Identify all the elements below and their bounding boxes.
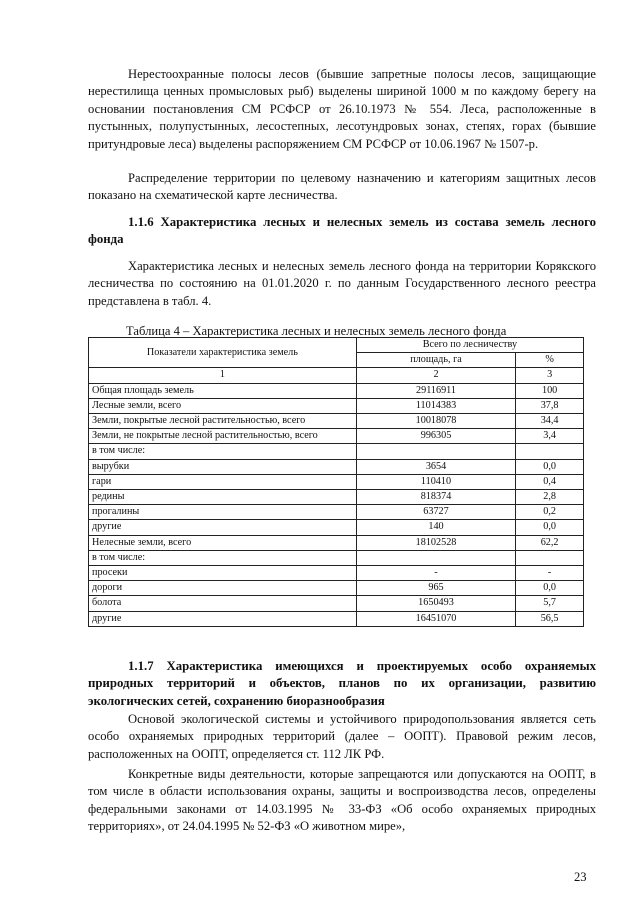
row-label: прогалины <box>89 505 357 520</box>
section-heading-1-1-6: 1.1.6 Характеристика лесных и нелесных земель из состава земель лесного фонда <box>88 215 596 247</box>
table-row <box>89 474 584 489</box>
row-percent: 3,4 <box>516 429 584 444</box>
row-percent: 100 <box>516 383 584 398</box>
row-label: вырубки <box>89 459 357 474</box>
header-area: площадь, га <box>356 353 515 368</box>
row-area: 18102528 <box>356 535 515 550</box>
row-label: другие <box>89 611 357 626</box>
row-percent: 0,4 <box>516 474 584 489</box>
table-row <box>89 490 584 505</box>
header-percent: % <box>516 353 584 368</box>
table-row <box>89 550 584 565</box>
row-percent: 0,0 <box>516 459 584 474</box>
row-percent <box>516 550 584 565</box>
col-number: 1 <box>89 368 357 383</box>
row-percent: 0,0 <box>516 581 584 596</box>
section-heading-1-1-7: 1.1.7 Характеристика имеющихся и проектируемых особо охраняемых природных территорий и объектов, планов по их организации, развитию экологических сетей, сохранению биоразнообразия <box>88 659 596 708</box>
row-area <box>356 550 515 565</box>
table-row <box>89 429 584 444</box>
row-percent: 2,8 <box>516 490 584 505</box>
row-area: 3654 <box>356 459 515 474</box>
land-characteristics-table <box>88 337 584 627</box>
table-row <box>89 505 584 520</box>
header-total: Всего по лесничеству <box>356 338 583 353</box>
row-area <box>356 444 515 459</box>
table-row <box>89 398 584 413</box>
row-percent: 0,2 <box>516 505 584 520</box>
row-area: 996305 <box>356 429 515 444</box>
row-label: Земли, не покрытые лесной растительностью, всего <box>89 429 357 444</box>
table-caption: Таблица 4 – Характеристика лесных и нелесных земель лесного фонда <box>126 324 507 338</box>
row-label: гари <box>89 474 357 489</box>
header-indicator: Показатели характеристика земель <box>89 338 357 368</box>
paragraph-land-characteristics: Характеристика лесных и нелесных земель лесного фонда на территории Корякского лесничества по состоянию на 01.01.2020 г. по данным Государственного лесного реестра представлена в табл. 4. <box>88 259 596 308</box>
row-area: 16451070 <box>356 611 515 626</box>
row-area: 11014383 <box>356 398 515 413</box>
table-row <box>89 444 584 459</box>
page-number: 23 <box>574 870 587 884</box>
row-percent: 62,2 <box>516 535 584 550</box>
table-row <box>89 566 584 581</box>
row-area: 110410 <box>356 474 515 489</box>
paragraph-territory-distribution: Распределение территории по целевому назначению и категориям защитных лесов показано на схематической карте лесничества. <box>88 171 596 203</box>
table-row <box>89 383 584 398</box>
row-label: Земли, покрытые лесной растительностью, всего <box>89 414 357 429</box>
table-row <box>89 414 584 429</box>
row-area: 1650493 <box>356 596 515 611</box>
row-label: в том числе: <box>89 444 357 459</box>
col-number: 3 <box>516 368 584 383</box>
column-number-row <box>89 368 584 383</box>
paragraph-oopt-activities: Конкретные виды деятельности, которые запрещаются или допускаются на ООПТ, в том числе в области использования охраны, защиты и воспроизводства лесов, определены федеральными законами от 14.03.1995 № 33-ФЗ «Об особо охраняемых природных территориях», от 24.04.1995 № 52-ФЗ «О животном мире», <box>88 767 596 834</box>
row-area: 965 <box>356 581 515 596</box>
table-row <box>89 520 584 535</box>
row-label: Лесные земли, всего <box>89 398 357 413</box>
row-label: дороги <box>89 581 357 596</box>
row-label: другие <box>89 520 357 535</box>
row-label: в том числе: <box>89 550 357 565</box>
table-row <box>89 535 584 550</box>
col-number: 2 <box>356 368 515 383</box>
row-label: Нелесные земли, всего <box>89 535 357 550</box>
row-area: 63727 <box>356 505 515 520</box>
row-area: 818374 <box>356 490 515 505</box>
row-label: просеки <box>89 566 357 581</box>
row-percent: 0,0 <box>516 520 584 535</box>
row-area: 10018078 <box>356 414 515 429</box>
paragraph-oopt-basis: Основой экологической системы и устойчивого природопользования является сеть особо охраняемых природных территорий (далее – ООПТ). Правовой режим лесов, расположенных на ООПТ, определяется ст. 112 ЛК РФ. <box>88 712 596 761</box>
row-percent <box>516 444 584 459</box>
row-percent: 56,5 <box>516 611 584 626</box>
table-row <box>89 611 584 626</box>
table-row <box>89 459 584 474</box>
row-area: - <box>356 566 515 581</box>
table-row <box>89 581 584 596</box>
row-percent: 34,4 <box>516 414 584 429</box>
row-area: 140 <box>356 520 515 535</box>
paragraph-spawning-protection: Нерестоохранные полосы лесов (бывшие запретные полосы лесов, защищающие нерестилища ценных промысловых рыб) выделены шириной 1000 м по каждому берегу на основании постановления СМ РСФСР от 26.10.1973 № 554. Леса, расположенные в пустынных, полупустынных, лесостепных, лесотундровых зонах, степях, горах (бывшие притундровые леса) выделены распоряжением СМ РСФСР от 10.06.1967 № 1507-р. <box>88 67 596 151</box>
row-percent: 5,7 <box>516 596 584 611</box>
row-area: 29116911 <box>356 383 515 398</box>
row-percent: 37,8 <box>516 398 584 413</box>
row-label: болота <box>89 596 357 611</box>
table-header-row <box>89 338 584 353</box>
row-percent: - <box>516 566 584 581</box>
table-row <box>89 596 584 611</box>
row-label: редины <box>89 490 357 505</box>
row-label: Общая площадь земель <box>89 383 357 398</box>
